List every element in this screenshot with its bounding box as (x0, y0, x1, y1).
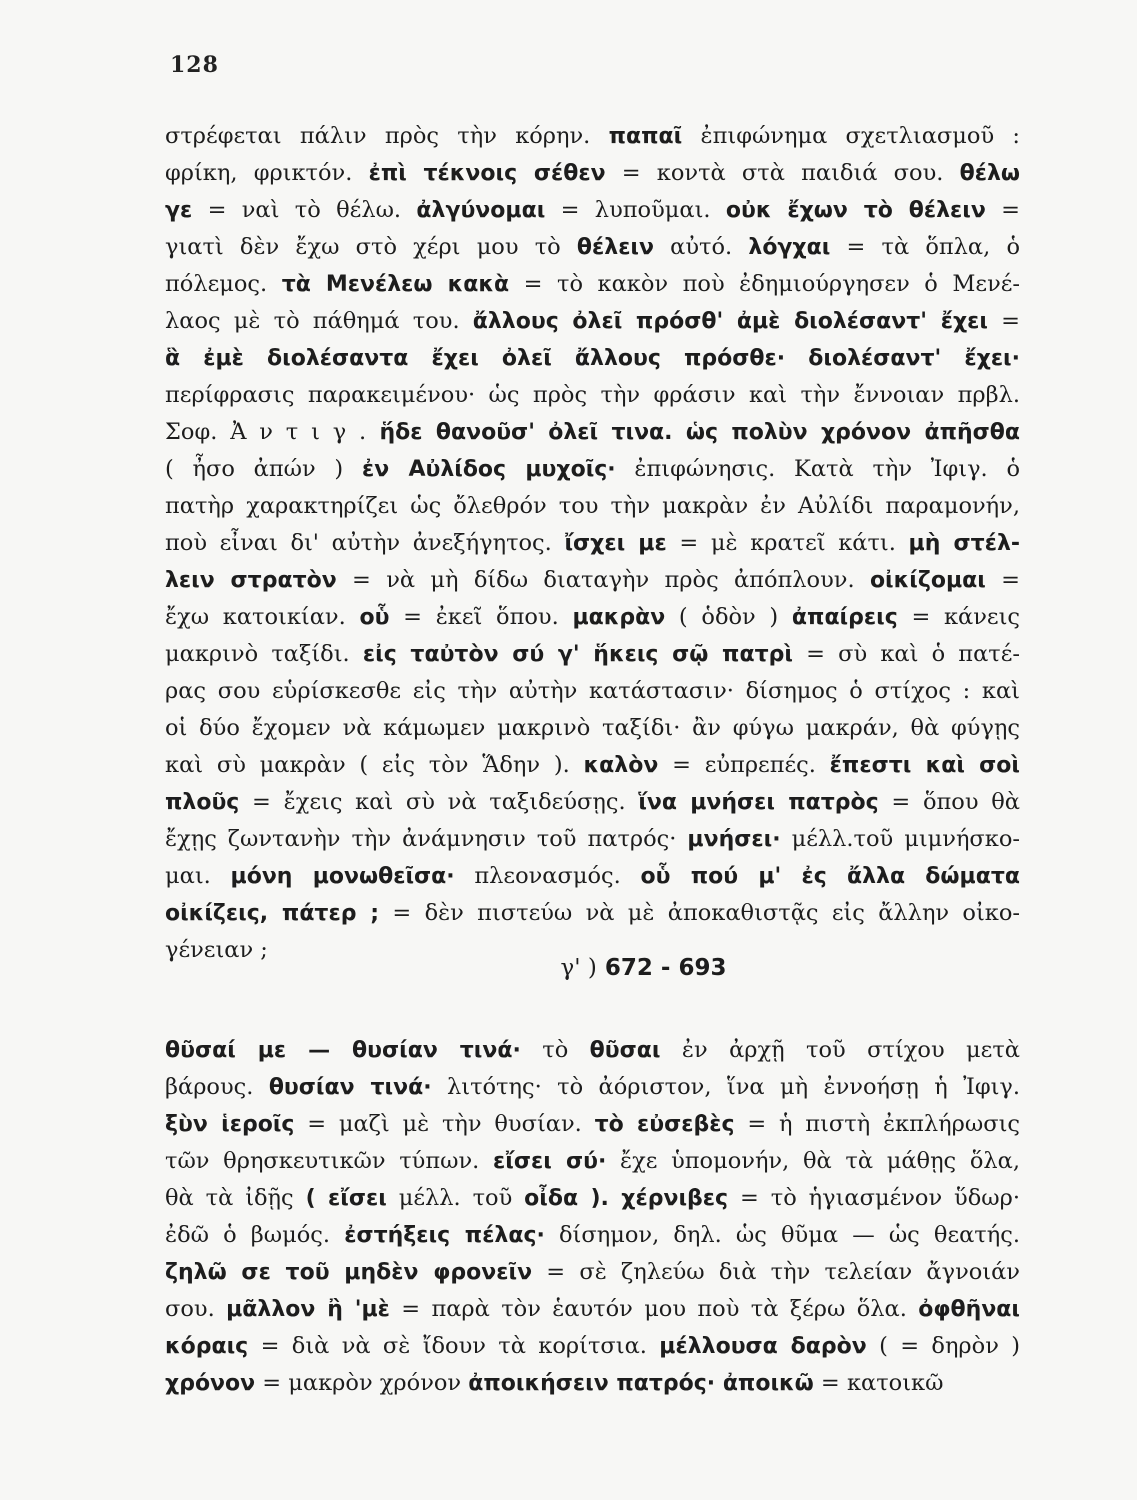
text-line (165, 562, 1020, 599)
lemma-term: εἴσει σύ· (493, 1149, 607, 1174)
gloss-text: = μακρὸν χρόνον (255, 1370, 469, 1396)
text-line (165, 451, 1020, 488)
gloss-text: πόλεμος. (165, 271, 282, 297)
lemma-term: οὗ (359, 605, 390, 630)
gloss-text: = δὲν πιστεύω νὰ μὲ ἀποκαθιστᾷς εἰς ἄλλην οἰκο- (379, 900, 1020, 926)
text-line (165, 710, 1020, 747)
gloss-text: οἱ δύο ἔχομεν νὰ κάμωμεν μακρινὸ ταξίδι· ἂν φύγω μακράν, θὰ φύγῃς (165, 715, 1020, 741)
gloss-text: = διὰ νὰ σὲ ἴδουν τὰ κορίτσια. (248, 1333, 660, 1359)
gloss-text: = μαζὶ μὲ τὴν θυσίαν. (294, 1111, 595, 1137)
text-line (165, 414, 1020, 451)
gloss-text: = ἔχεις καὶ σὺ νὰ ταξιδεύσῃς. (239, 789, 639, 815)
gloss-text: ( = δηρὸν ) (866, 1333, 1020, 1359)
gloss-text: λαος μὲ τὸ πάθημά του. (165, 308, 473, 334)
commentary-block-2 (165, 1032, 1020, 1402)
gloss-text: τὸ (520, 1037, 590, 1063)
text-line (165, 1106, 1020, 1143)
lemma-term: οὗ πού μ' ἐς ἄλλα δώματα (640, 864, 1020, 889)
gloss-text: = νὰ μὴ δίδω διαταγὴν πρὸς ἀπόπλουν. (336, 567, 870, 593)
lemma-term: οἰκίζεις, πάτερ ; (165, 901, 380, 926)
lemma-term: ( εἴσει (305, 1186, 387, 1211)
gloss-text: φρίκη, φρικτόν. (165, 160, 369, 186)
lemma-term: θυσίαν τινά· (268, 1075, 432, 1100)
gloss-text: = (985, 567, 1020, 593)
text-line (165, 1365, 1020, 1402)
text-line (165, 1291, 1020, 1328)
lemma-term: ἔπεστι καὶ σοὶ (829, 753, 1020, 778)
text-line (165, 525, 1020, 562)
gloss-text: = (985, 197, 1020, 223)
lemma-term: θέλω (959, 161, 1020, 186)
gloss-text: θὰ τὰ ἰδῇς (165, 1185, 306, 1211)
text-line (165, 118, 1020, 155)
lemma-term: λόγχαι (748, 235, 831, 260)
gloss-text: = (987, 308, 1020, 334)
text-line (165, 340, 1020, 377)
text-line (165, 488, 1020, 525)
text-line (165, 1254, 1020, 1291)
gloss-text: ποὺ εἶναι δι' αὐτὴν ἀνεξήγητος. (165, 530, 565, 556)
gloss-text: λιτότης· τὸ ἀόριστον, ἵνα μὴ ἐννοήσῃ ἡ Ἰφιγ. (431, 1074, 1020, 1100)
gloss-text: = ἡ πιστὴ ἐκπλήρωσις (734, 1111, 1020, 1137)
gloss-text: ( ἦσο ἀπών ) (165, 456, 362, 482)
lemma-term: οἰκίζομαι (869, 568, 986, 593)
gloss-text: μαι. (165, 863, 231, 889)
lemma-term: μὴ στέλ- (908, 531, 1020, 556)
gloss-text: = κάνεις (897, 604, 1020, 630)
lemma-term: εἰς ταὐτὸν σύ γ' ἥκεις σῷ πατρὶ (362, 642, 793, 667)
lemma-term: ἐστήξεις πέλας· (344, 1223, 545, 1248)
gloss-text: = σὺ καὶ ὁ πατέ- (792, 641, 1020, 667)
gloss-text: = τὰ ὅπλα, ὁ (830, 234, 1020, 260)
lemma-term: ἥδε θανοῦσ' ὀλεῖ τινα. ὡς πολὺν χρόνον ἀπῆσθα (366, 420, 1020, 445)
section-heading-roman: γ' ) (560, 955, 597, 981)
lemma-term: παπαῖ (608, 124, 683, 149)
gloss-text: Σοφ. (165, 419, 231, 445)
text-line (165, 747, 1020, 784)
lemma-term: θέλειν (576, 235, 654, 260)
lemma-term: μόνη μονωθεῖσα· (230, 864, 455, 889)
gloss-text: γιατὶ δὲν ἔχω στὸ χέρι μου τὸ (165, 234, 577, 260)
lemma-term: θῦσαι (589, 1038, 661, 1063)
gloss-text: τῶν θρησκευτικῶν τύπων. (165, 1148, 494, 1174)
text-line (165, 377, 1020, 414)
gloss-text: μέλλ. τοῦ (386, 1185, 525, 1211)
lemma-term: τὰ Μενέλεω κακὰ (281, 272, 510, 297)
lemma-term: ὀφθῆναι (918, 1297, 1020, 1322)
text-line (165, 1217, 1020, 1254)
text-line (165, 1328, 1020, 1365)
text-line (165, 673, 1020, 710)
gloss-text: = τὸ κακὸν ποὺ ἐδημιούργησεν ὁ Μενέ- (509, 271, 1020, 297)
gloss-text: = κοντὰ στὰ παιδιά σου. (605, 160, 960, 186)
gloss-text: = παρὰ τὸν ἑαυτόν μου ποὺ τὰ ξέρω ὅλα. (389, 1296, 919, 1322)
lemma-term: ἀπαίρεις (791, 605, 898, 630)
gloss-text: = ἐκεῖ ὅπου. (389, 604, 573, 630)
lemma-term: ἃ ἐμὲ διολέσαντα ἔχει ὀλεῖ ἄλλους πρόσθε· διολέσαντ' ἔχει· (165, 346, 1020, 371)
text-line (165, 1032, 1020, 1069)
gloss-text: ἔχε ὑπομονήν, θὰ τὰ μάθῃς ὅλα, (606, 1148, 1020, 1174)
gloss-text: ἐν ἀρχῇ τοῦ στίχου μετὰ (660, 1037, 1020, 1063)
text-line (165, 229, 1020, 266)
gloss-text: = ὅπου θὰ (878, 789, 1020, 815)
lemma-term: λειν στρατὸν (165, 568, 337, 593)
lemma-term: μνήσει· (687, 827, 781, 852)
lemma-term: οὐκ ἔχων τὸ θέλειν (725, 198, 986, 223)
gloss-text: = τὸ ἡγιασμένον ὕδωρ· (728, 1185, 1020, 1211)
gloss-text: ἔχῃς ζωντανὴν τὴν ἀνάμνησιν τοῦ πατρός· (165, 826, 688, 852)
gloss-text: = μὲ κρατεῖ κάτι. (666, 530, 909, 556)
gloss-text: Ἀ ν τ ι γ . (230, 419, 367, 445)
gloss-text: = ναὶ τὸ θέλω. (192, 197, 417, 223)
text-line (165, 1069, 1020, 1106)
lemma-term: ἀλγύνομαι (416, 198, 546, 223)
lemma-term: μέλλουσα δαρὸν (659, 1334, 867, 1359)
gloss-text: σου. (165, 1296, 227, 1322)
gloss-text: ( ὁδὸν ) (665, 604, 792, 630)
lemma-term: ἴσχει με (564, 531, 667, 556)
text-line (165, 192, 1020, 229)
gloss-text: αὐτό. (654, 234, 749, 260)
text-line (165, 821, 1020, 858)
lemma-term: ἵνα μνήσει πατρὸς (638, 790, 879, 815)
lemma-term: κόραις (165, 1334, 249, 1359)
lemma-term: μακρὰν (572, 605, 666, 630)
gloss-text: ἐδῶ ὁ βωμός. (165, 1222, 345, 1248)
gloss-text: = σὲ ζηλεύω διὰ τὴν τελείαν ἄγνοιάν (532, 1259, 1020, 1285)
gloss-text: καὶ σὺ μακρὰν ( εἰς τὸν Ἅδην ). (165, 752, 584, 778)
lemma-term: πλοῦς (165, 790, 240, 815)
text-line (165, 858, 1020, 895)
lemma-term: ξὺν ἱεροῖς (165, 1112, 295, 1137)
text-line (165, 303, 1020, 340)
gloss-text: δίσημον, δηλ. ὡς θῦμα — ὡς θεατής. (544, 1222, 1020, 1248)
lemma-term: γε (165, 198, 193, 223)
page-number: 128 (170, 52, 219, 78)
text-line (165, 266, 1020, 303)
lemma-term: θῦσαί με — θυσίαν τινά· (165, 1038, 521, 1063)
lemma-term: οἶδα ). χέρνιβες (524, 1186, 729, 1211)
gloss-text: πλεονασμός. (454, 863, 641, 889)
text-line (165, 155, 1020, 192)
section-heading-range: 672 - 693 (604, 955, 727, 981)
gloss-text: στρέφεται πάλιν πρὸς τὴν κόρην. (165, 123, 609, 149)
text-line (165, 1180, 1020, 1217)
gloss-text: περίφρασις παρακειμένου· ὡς πρὸς τὴν φράσιν καὶ τὴν ἔννοιαν πρβλ. (165, 382, 1020, 408)
lemma-term: καλὸν (583, 753, 659, 778)
text-line (165, 895, 1020, 932)
text-line (165, 1143, 1020, 1180)
commentary-block-1 (165, 118, 1020, 969)
gloss-text: = λυποῦμαι. (545, 197, 726, 223)
lemma-term: ζηλῶ σε τοῦ μηδὲν φρονεῖν (165, 1260, 533, 1285)
gloss-text: γένειαν ; (165, 937, 268, 963)
gloss-text: βάρους. (165, 1074, 269, 1100)
gloss-text: μέλλ.τοῦ μιμνήσκο- (780, 826, 1020, 852)
gloss-text: μακρινὸ ταξίδι. (165, 641, 363, 667)
gloss-text: ἐπιφώνησις. Κατὰ τὴν Ἰφιγ. ὁ (615, 456, 1020, 482)
gloss-text: ρας σου εὑρίσκεσθε εἰς τὴν αὐτὴν κατάστασιν· δίσημος ὁ στίχος : καὶ (165, 678, 1020, 704)
lemma-term: τὸ εὐσεβὲς (594, 1112, 735, 1137)
lemma-term: μᾶλλον ἢ 'μὲ (226, 1297, 390, 1322)
lemma-term: ἐν Αὐλίδος μυχοῖς· (361, 457, 616, 482)
section-heading (0, 955, 1137, 981)
text-line (165, 636, 1020, 673)
text-line (165, 599, 1020, 636)
lemma-term: ἐπὶ τέκνοις σέθεν (368, 161, 606, 186)
lemma-term: ἄλλους ὀλεῖ πρόσθ' ἀμὲ διολέσαντ' ἔχει (472, 309, 988, 334)
gloss-text: = εὐπρεπές. (658, 752, 830, 778)
lemma-term: χρόνον (165, 1371, 256, 1396)
gloss-text: = κατοικῶ (813, 1370, 944, 1396)
text-line (165, 784, 1020, 821)
gloss-text: ἔχω κατοικίαν. (165, 604, 360, 630)
gloss-text: πατὴρ χαρακτηρίζει ὡς ὄλεθρόν του τὴν μακρὰν ἐν Αὐλίδι παραμονήν, (165, 493, 1020, 519)
gloss-text: ἐπιφώνημα σχετλιασμοῦ : (682, 123, 1020, 149)
lemma-term: ἀποικήσειν πατρός· ἀποικῶ (468, 1371, 814, 1396)
